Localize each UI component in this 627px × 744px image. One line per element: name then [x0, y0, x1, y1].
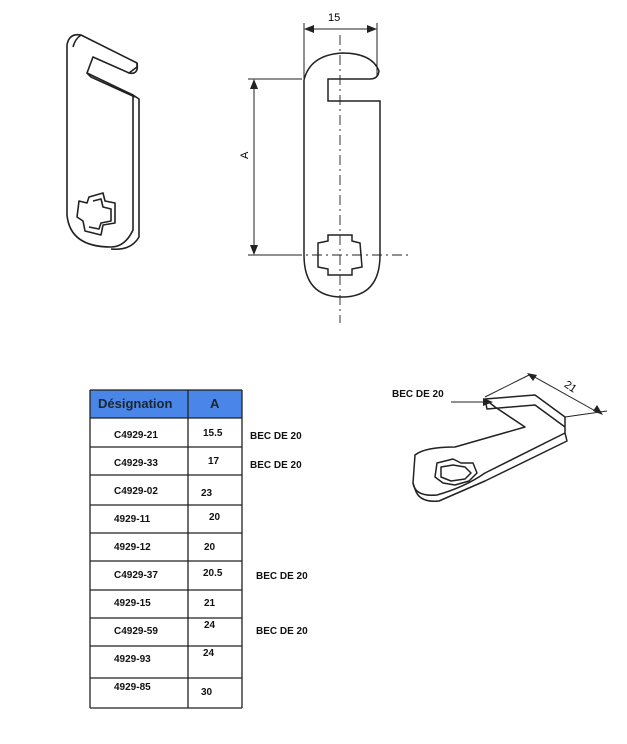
row-a-value: 17 — [208, 456, 220, 467]
row-designation: 4929-12 — [114, 542, 151, 553]
row-note: BEC DE 20 — [256, 571, 308, 582]
row-a-value: 20.5 — [203, 568, 223, 579]
row-designation: C4929-33 — [114, 458, 158, 469]
dimension-21-label: 21 — [561, 378, 579, 396]
row-a-value: 20 — [209, 512, 221, 523]
row-a-value: 24 — [203, 648, 215, 659]
row-designation: C4929-02 — [114, 486, 158, 497]
row-a-value: 24 — [204, 620, 216, 631]
row-note: BEC DE 20 — [256, 626, 308, 637]
row-designation: 4929-93 — [114, 654, 151, 665]
row-a-value: 21 — [204, 598, 216, 609]
row-designation: 4929-85 — [114, 682, 151, 693]
row-a-value: 30 — [201, 687, 213, 698]
dimension-15-label: 15 — [328, 12, 341, 24]
dimension-a-label: A — [239, 151, 251, 159]
row-designation: 4929-11 — [114, 514, 151, 525]
row-a-value: 15.5 — [203, 428, 223, 439]
row-a-value: 20 — [204, 542, 216, 553]
row-designation: C4929-21 — [114, 430, 158, 441]
row-a-value: 23 — [201, 488, 213, 499]
table-header-a: A — [210, 396, 220, 411]
row-designation: C4929-59 — [114, 626, 158, 637]
row-note: BEC DE 20 — [250, 431, 302, 442]
designation-table — [88, 388, 253, 713]
cam-front-view — [232, 5, 412, 325]
cam-isometric-view — [385, 355, 615, 515]
cam-perspective-left — [55, 25, 155, 255]
iso-callout-label: BEC DE 20 — [392, 389, 444, 400]
row-note: BEC DE 20 — [250, 460, 302, 471]
row-designation: 4929-15 — [114, 598, 151, 609]
row-designation: C4929-37 — [114, 570, 158, 581]
table-header-designation: Désignation — [98, 396, 173, 411]
